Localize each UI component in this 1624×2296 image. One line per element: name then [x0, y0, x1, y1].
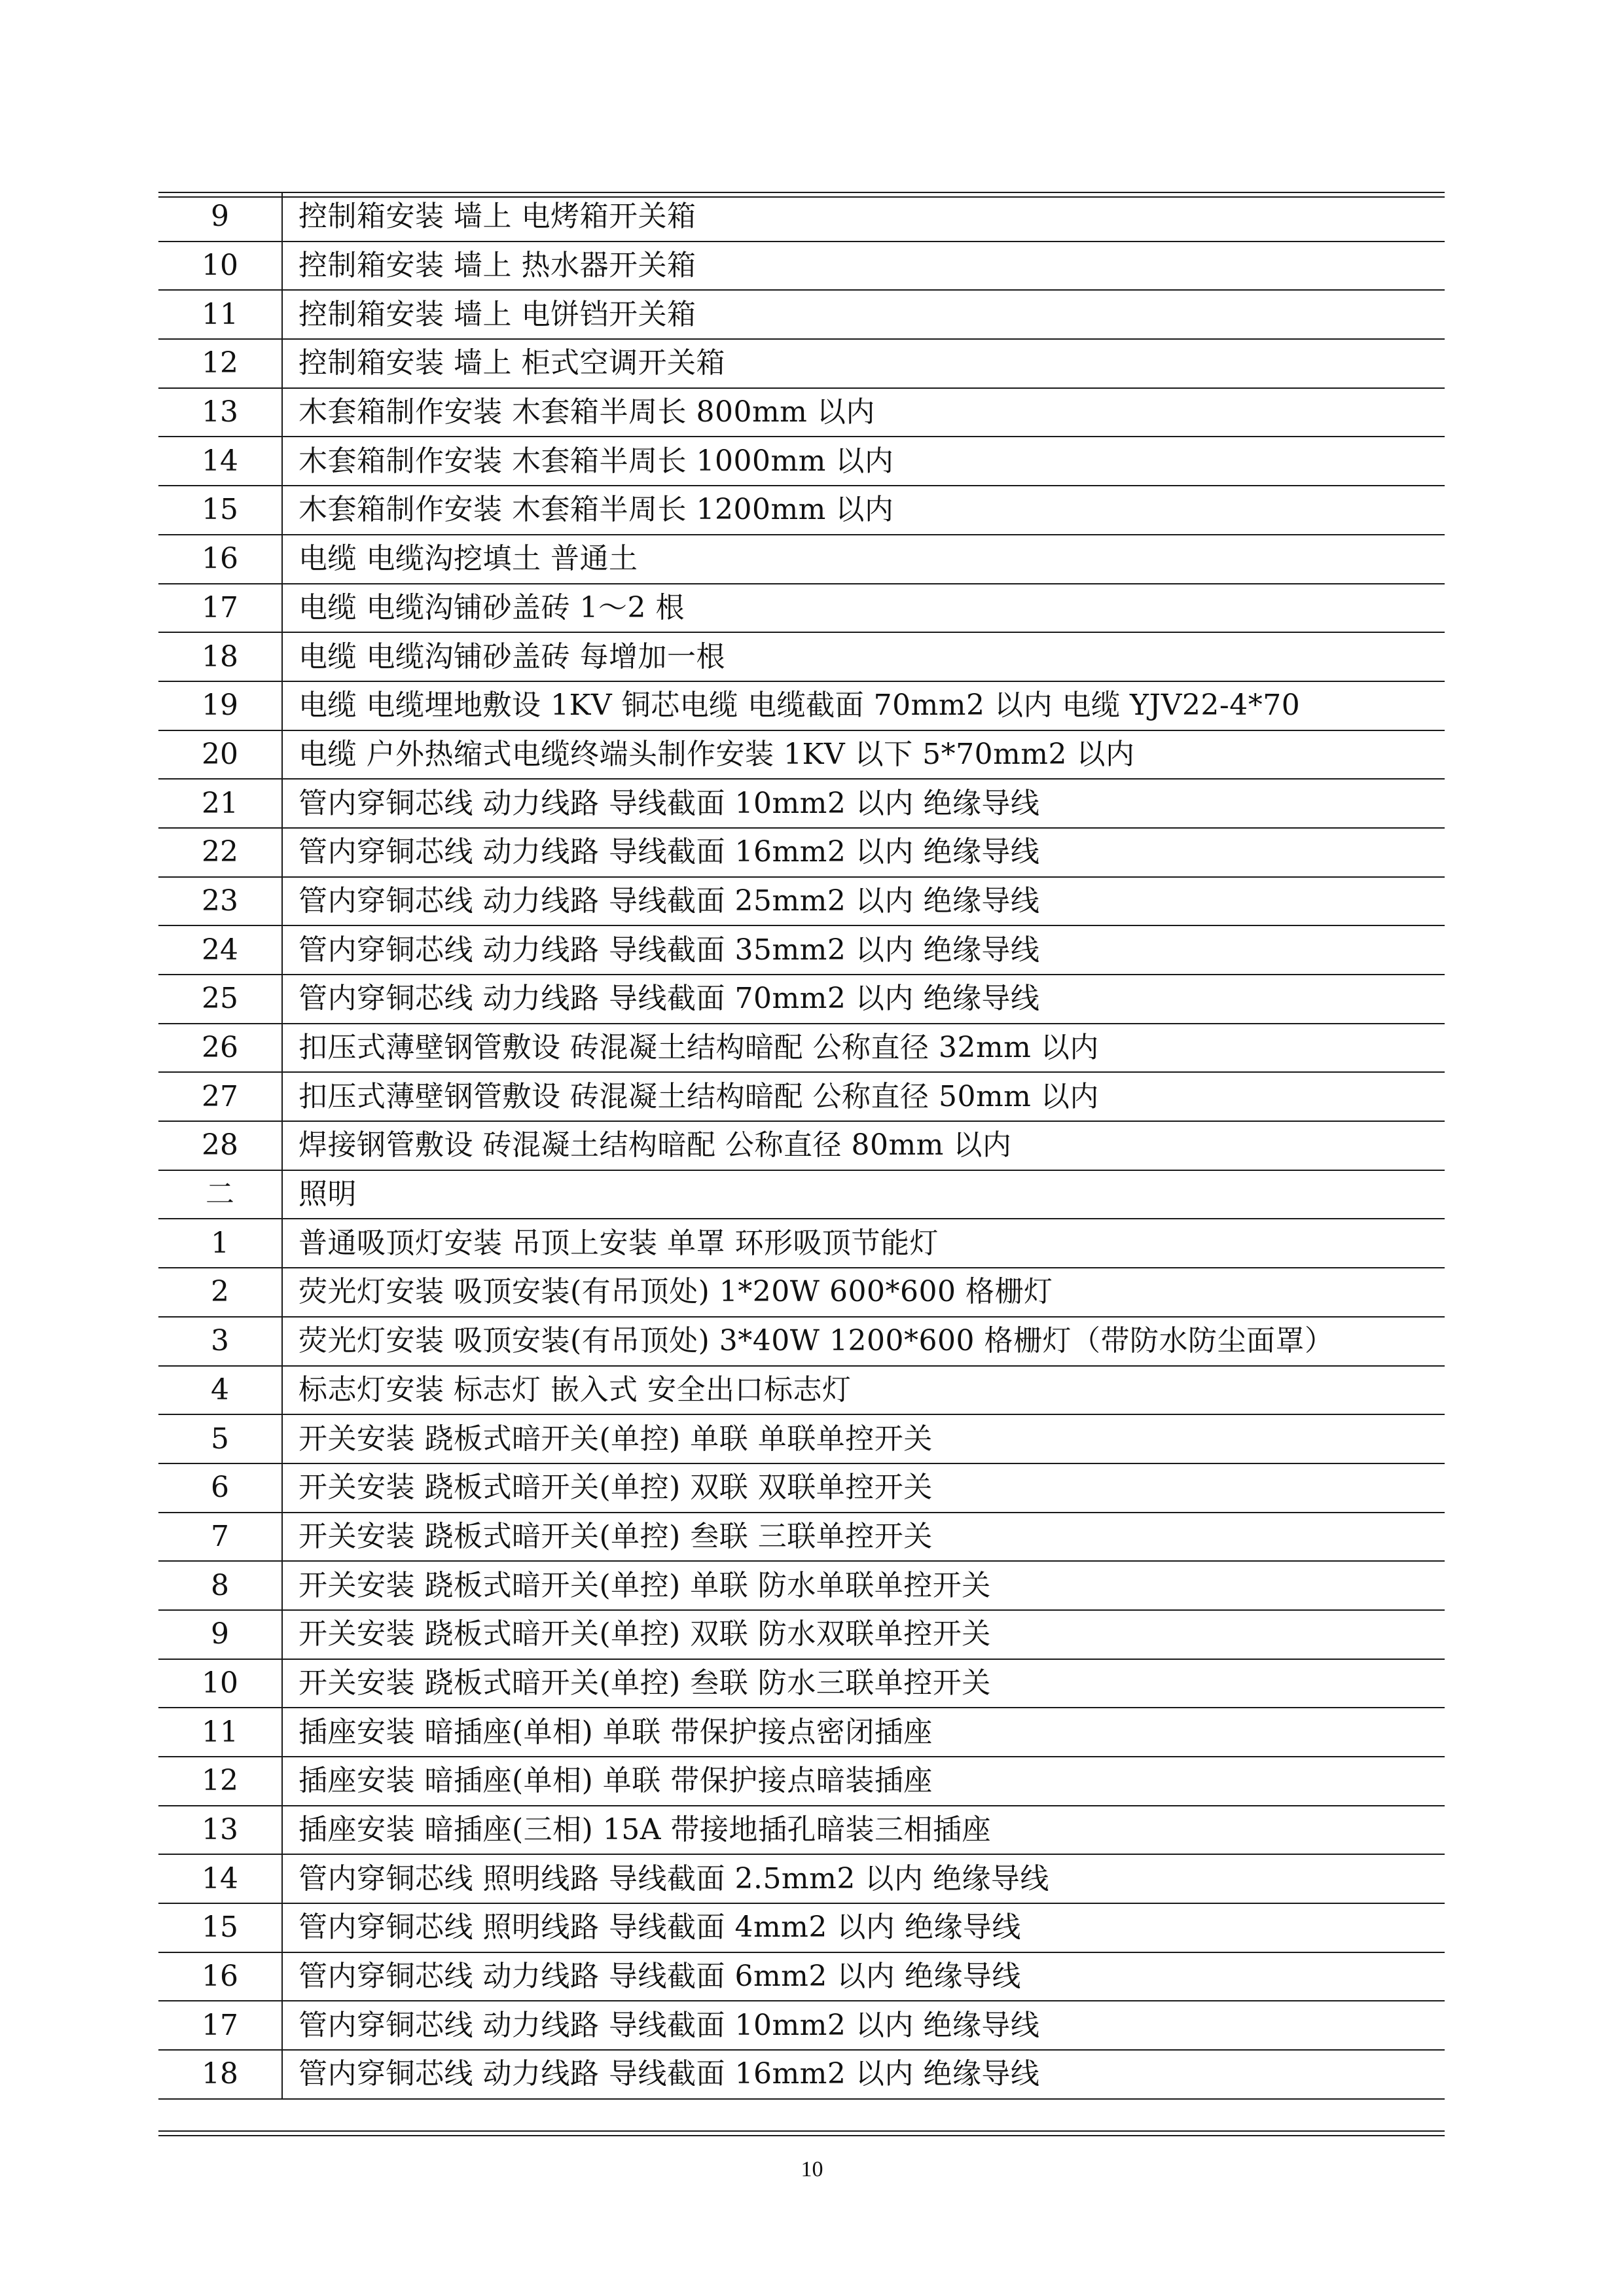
table-row — [158, 1072, 1445, 1121]
row-description: 扣压式薄壁钢管敷设 砖混凝土结构暗配 公称直径 32mm 以内 — [282, 1024, 1445, 1073]
row-description: 管内穿铜芯线 动力线路 导线截面 35mm2 以内 绝缘导线 — [282, 925, 1445, 975]
row-number: 22 — [158, 828, 282, 877]
table-row — [158, 632, 1445, 681]
table-row — [158, 1219, 1445, 1268]
table-row — [158, 242, 1445, 291]
row-description: 荧光灯安装 吸顶安装(有吊顶处) 3*40W 1200*600 格栅灯（带防水防尘面罩） — [282, 1317, 1445, 1366]
row-number: 11 — [158, 1708, 282, 1757]
row-description: 木套箱制作安装 木套箱半周长 1000mm 以内 — [282, 437, 1445, 486]
table-bottom-rule-inner — [158, 2130, 1445, 2132]
row-number: 16 — [158, 535, 282, 584]
row-number: 24 — [158, 925, 282, 975]
table-row — [158, 1659, 1445, 1708]
row-number: 9 — [158, 1610, 282, 1659]
row-description: 插座安装 暗插座(三相) 15A 带接地插孔暗装三相插座 — [282, 1806, 1445, 1855]
row-description: 管内穿铜芯线 动力线路 导线截面 10mm2 以内 绝缘导线 — [282, 2001, 1445, 2050]
row-description: 开关安装 跷板式暗开关(单控) 叁联 三联单控开关 — [282, 1513, 1445, 1562]
row-number: 28 — [158, 1121, 282, 1170]
table-row — [158, 681, 1445, 730]
row-number: 15 — [158, 1903, 282, 1952]
row-number: 13 — [158, 1806, 282, 1855]
row-description: 开关安装 跷板式暗开关(单控) 叁联 防水三联单控开关 — [282, 1659, 1445, 1708]
row-number: 1 — [158, 1219, 282, 1268]
row-number: 5 — [158, 1414, 282, 1463]
row-description: 控制箱安装 墙上 热水器开关箱 — [282, 242, 1445, 291]
row-number: 14 — [158, 1854, 282, 1903]
items-table — [158, 193, 1445, 2100]
row-description: 管内穿铜芯线 动力线路 导线截面 25mm2 以内 绝缘导线 — [282, 877, 1445, 926]
row-number: 26 — [158, 1024, 282, 1073]
row-description: 标志灯安装 标志灯 嵌入式 安全出口标志灯 — [282, 1366, 1445, 1415]
row-description: 普通吸顶灯安装 吊顶上安装 单罩 环形吸顶节能灯 — [282, 1219, 1445, 1268]
table-row — [158, 1024, 1445, 1073]
table-row — [158, 486, 1445, 535]
row-description: 管内穿铜芯线 动力线路 导线截面 6mm2 以内 绝缘导线 — [282, 1952, 1445, 2001]
row-description: 管内穿铜芯线 动力线路 导线截面 16mm2 以内 绝缘导线 — [282, 828, 1445, 877]
row-description: 控制箱安装 墙上 柜式空调开关箱 — [282, 339, 1445, 388]
table-row — [158, 1463, 1445, 1513]
row-description: 开关安装 跷板式暗开关(单控) 单联 单联单控开关 — [282, 1414, 1445, 1463]
row-description: 管内穿铜芯线 照明线路 导线截面 4mm2 以内 绝缘导线 — [282, 1903, 1445, 1952]
row-description: 扣压式薄壁钢管敷设 砖混凝土结构暗配 公称直径 50mm 以内 — [282, 1072, 1445, 1121]
table-row — [158, 388, 1445, 437]
row-description: 管内穿铜芯线 动力线路 导线截面 10mm2 以内 绝缘导线 — [282, 779, 1445, 828]
table-row — [158, 1414, 1445, 1463]
table-row — [158, 193, 1445, 242]
table-row — [158, 1317, 1445, 1366]
table-row — [158, 339, 1445, 388]
row-number: 9 — [158, 193, 282, 242]
row-number: 13 — [158, 388, 282, 437]
table-row — [158, 584, 1445, 633]
row-number: 14 — [158, 437, 282, 486]
table-row — [158, 925, 1445, 975]
row-number: 16 — [158, 1952, 282, 2001]
table-row — [158, 1513, 1445, 1562]
row-description: 控制箱安装 墙上 电烤箱开关箱 — [282, 193, 1445, 242]
row-number: 6 — [158, 1463, 282, 1513]
table-row — [158, 779, 1445, 828]
table-row — [158, 1121, 1445, 1170]
row-description: 焊接钢管敷设 砖混凝土结构暗配 公称直径 80mm 以内 — [282, 1121, 1445, 1170]
row-number: 8 — [158, 1561, 282, 1610]
row-description: 电缆 电缆埋地敷设 1KV 铜芯电缆 电缆截面 70mm2 以内 电缆 YJV22-4*70 — [282, 681, 1445, 730]
row-number: 10 — [158, 242, 282, 291]
row-number: 18 — [158, 2050, 282, 2099]
table-row — [158, 2050, 1445, 2099]
table-row — [158, 1903, 1445, 1952]
row-description: 开关安装 跷板式暗开关(单控) 双联 防水双联单控开关 — [282, 1610, 1445, 1659]
table-row — [158, 1170, 1445, 1219]
table-row — [158, 290, 1445, 339]
items-table-body — [158, 193, 1445, 2099]
row-number: 12 — [158, 1757, 282, 1806]
table-row — [158, 877, 1445, 926]
table-bottom-rule — [158, 2135, 1445, 2136]
row-description: 管内穿铜芯线 动力线路 导线截面 70mm2 以内 绝缘导线 — [282, 975, 1445, 1024]
row-description: 木套箱制作安装 木套箱半周长 1200mm 以内 — [282, 486, 1445, 535]
table-row — [158, 1708, 1445, 1757]
row-number: 7 — [158, 1513, 282, 1562]
row-number: 17 — [158, 2001, 282, 2050]
row-description: 开关安装 跷板式暗开关(单控) 双联 双联单控开关 — [282, 1463, 1445, 1513]
row-number: 17 — [158, 584, 282, 633]
row-number: 2 — [158, 1268, 282, 1317]
table-row — [158, 730, 1445, 780]
row-description: 荧光灯安装 吸顶安装(有吊顶处) 1*20W 600*600 格栅灯 — [282, 1268, 1445, 1317]
row-description: 电缆 电缆沟铺砂盖砖 每增加一根 — [282, 632, 1445, 681]
page-number: 10 — [801, 2157, 823, 2181]
row-number: 12 — [158, 339, 282, 388]
row-number: 25 — [158, 975, 282, 1024]
row-description: 控制箱安装 墙上 电饼铛开关箱 — [282, 290, 1445, 339]
row-description: 照明 — [282, 1170, 1445, 1219]
row-number: 15 — [158, 486, 282, 535]
table-row — [158, 535, 1445, 584]
row-number: 11 — [158, 290, 282, 339]
table-row — [158, 1610, 1445, 1659]
row-description: 电缆 电缆沟铺砂盖砖 1～2 根 — [282, 584, 1445, 633]
row-number: 21 — [158, 779, 282, 828]
row-number: 18 — [158, 632, 282, 681]
row-number: 27 — [158, 1072, 282, 1121]
row-description: 开关安装 跷板式暗开关(单控) 单联 防水单联单控开关 — [282, 1561, 1445, 1610]
table-row — [158, 1806, 1445, 1855]
table-row — [158, 2001, 1445, 2050]
row-number: 19 — [158, 681, 282, 730]
row-description: 管内穿铜芯线 动力线路 导线截面 16mm2 以内 绝缘导线 — [282, 2050, 1445, 2099]
table-row — [158, 1952, 1445, 2001]
row-number: 23 — [158, 877, 282, 926]
table-row — [158, 975, 1445, 1024]
table-row — [158, 437, 1445, 486]
table-row — [158, 1757, 1445, 1806]
table-row — [158, 828, 1445, 877]
row-description: 电缆 电缆沟挖填土 普通土 — [282, 535, 1445, 584]
row-description: 插座安装 暗插座(单相) 单联 带保护接点暗装插座 — [282, 1757, 1445, 1806]
row-description: 电缆 户外热缩式电缆终端头制作安装 1KV 以下 5*70mm2 以内 — [282, 730, 1445, 780]
row-description: 木套箱制作安装 木套箱半周长 800mm 以内 — [282, 388, 1445, 437]
row-number: 二 — [158, 1170, 282, 1219]
row-number: 3 — [158, 1317, 282, 1366]
table-row — [158, 1268, 1445, 1317]
row-number: 10 — [158, 1659, 282, 1708]
row-number: 20 — [158, 730, 282, 780]
table-row — [158, 1366, 1445, 1415]
table-row — [158, 1561, 1445, 1610]
row-description: 插座安装 暗插座(单相) 单联 带保护接点密闭插座 — [282, 1708, 1445, 1757]
row-description: 管内穿铜芯线 照明线路 导线截面 2.5mm2 以内 绝缘导线 — [282, 1854, 1445, 1903]
row-number: 4 — [158, 1366, 282, 1415]
table-row — [158, 1854, 1445, 1903]
